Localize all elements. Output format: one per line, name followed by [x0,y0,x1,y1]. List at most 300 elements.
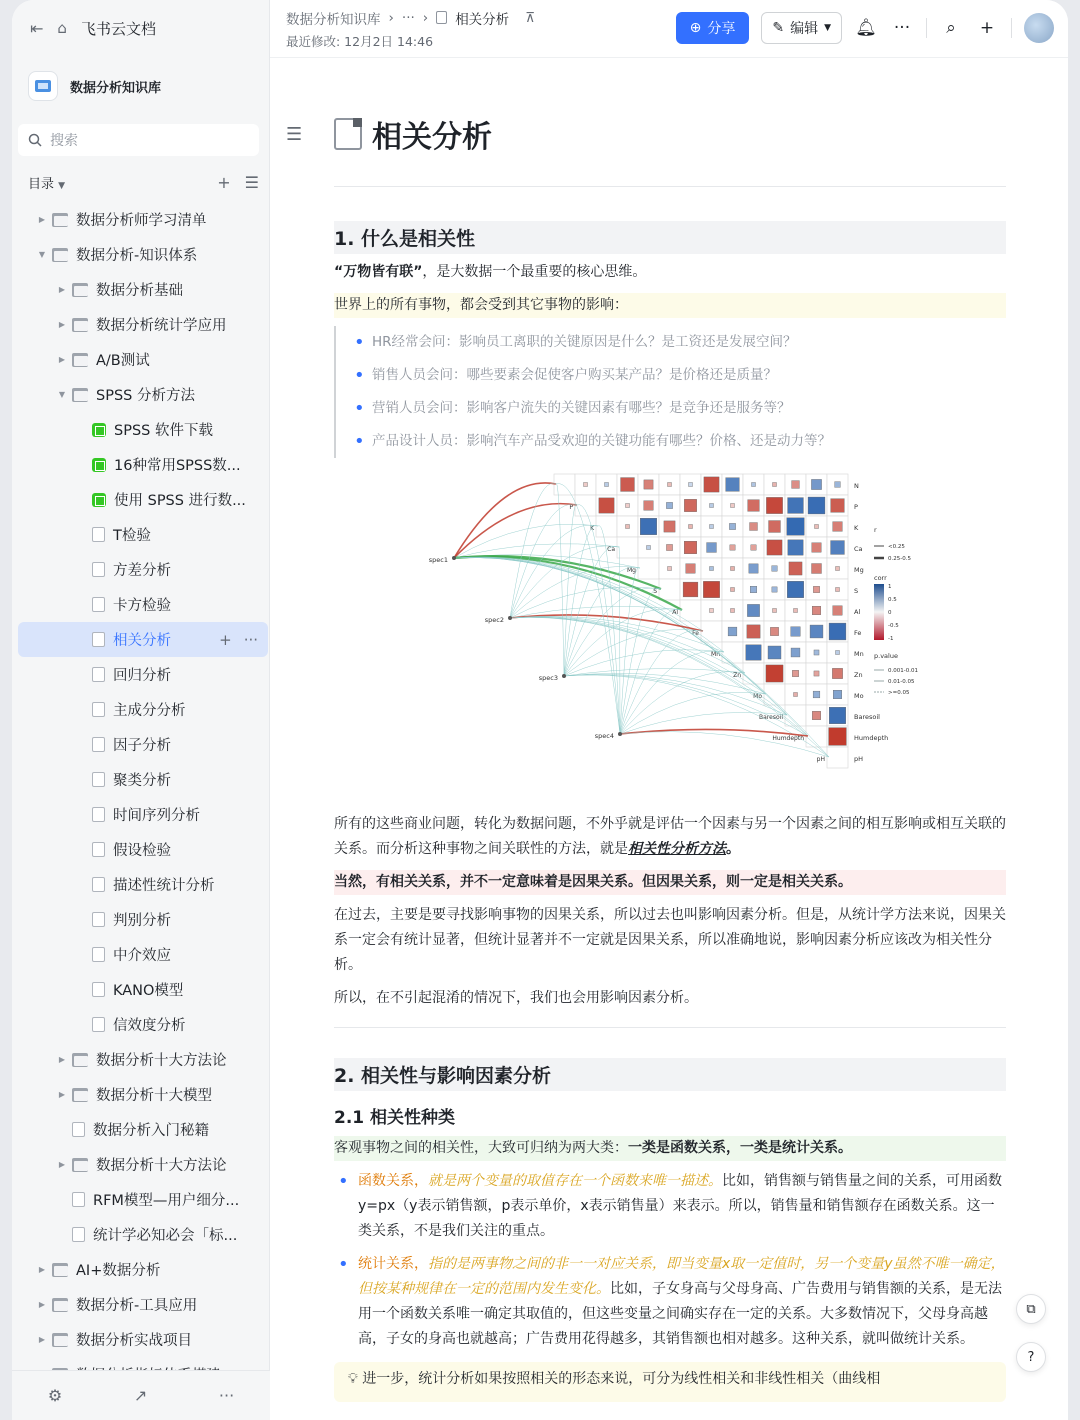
sheet-icon [92,493,106,507]
heatmap-square [626,525,630,529]
heatmap-square [710,504,714,508]
help-button[interactable]: ? [1016,1342,1046,1372]
link-line [564,650,724,676]
heatmap-square [808,497,825,514]
section-heading: 2. 相关性与影响因素分析 [334,1058,1006,1091]
globe-icon: ⊕ [689,20,702,36]
search-input[interactable] [18,124,259,156]
heatmap-square [812,564,822,574]
sidebar-item-label: 数据分析统计学应用 [96,318,227,334]
sidebar-item[interactable] [12,762,270,797]
sidebar-item[interactable] [12,447,270,482]
doc-icon [92,702,105,717]
doc-icon [92,842,105,857]
heatmap-square [766,497,782,513]
diag-label: pH [816,756,825,763]
app-name[interactable]: 飞书云文档 [80,19,156,38]
last-modified: 最近修改: 12月2日 14:46 [286,33,434,49]
heatmap-cell [680,600,701,621]
quote-list [334,326,1006,458]
caret-right-icon[interactable]: ▶ [58,1090,66,1099]
sidebar-item-label: 假设检验 [113,843,171,859]
corr-colorbar [874,584,884,640]
window [12,0,1068,1420]
caret-right-icon[interactable]: ▶ [38,1335,46,1344]
sidebar-item[interactable] [12,972,270,1007]
pin-icon[interactable]: ⊼ [525,9,536,26]
doc-icon [72,1122,85,1137]
caret-right-icon[interactable]: ▶ [58,285,66,294]
sidebar-item[interactable] [12,1217,270,1252]
share-button[interactable]: ⊕ 分享 [676,12,750,44]
row-label: K [854,524,859,532]
heatmap-square [772,566,778,572]
knowledge-base-name: 数据分析知识库 [70,80,162,96]
sidebar-item[interactable] [12,517,270,552]
correlation-figure[interactable] [334,466,1006,806]
sidebar-item-label: 中介效应 [113,948,171,964]
sidebar-item[interactable] [12,1112,270,1147]
sidebar-item-label: 描述性统计分析 [113,878,215,894]
heatmap-cell [827,747,848,768]
doc-icon [92,947,105,962]
paragraph: 当然，有相关关系，并不一定意味着是因果关系。但因果关系，则一定是相关关系。 [334,870,1006,895]
doc-icon [72,1227,85,1242]
heatmap-square [812,543,821,552]
folder-icon [72,388,88,402]
row-label: Fe [854,629,862,637]
folder-icon [72,318,88,332]
sidebar-item-label: RFM模型—用户细分... [93,1193,240,1209]
toc-toggle[interactable]: 目录 ▼ [28,176,66,192]
sidebar-item-label: 数据分析-工具应用 [76,1298,198,1314]
row-label: Baresoil [854,713,880,721]
link-line [510,587,661,618]
link-line [564,588,661,676]
heatmap-square [829,728,847,746]
heatmap-square [683,582,698,597]
row-label: N [854,482,859,490]
breadcrumb-ellipsis[interactable]: ··· [401,9,415,26]
sidebar-item-label: 数据分析基础 [96,283,183,299]
more-icon[interactable]: ··· [893,18,911,38]
heatmap-square [788,498,804,514]
doc-icon [92,527,105,542]
sidebar-item[interactable] [12,587,270,622]
heatmap-square [730,545,735,550]
heatmap-square [710,609,714,613]
doc-icon [92,632,105,647]
heatmap-square [794,609,798,613]
add-icon[interactable]: + [219,630,232,649]
folder-icon [72,1053,88,1067]
sidebar-item-label: 因子分析 [113,738,171,754]
sidebar-item-label: 数据分析十大方法论 [96,1053,227,1069]
doc-icon [92,982,105,997]
knowledge-base-icon [28,71,58,101]
heatmap-square [766,665,783,682]
heatmap-square [791,648,800,657]
sidebar-item-label: 数据分析实战项目 [76,1333,192,1349]
heatmap-square [664,521,675,532]
divider [334,1027,1006,1028]
heatmap-square [747,625,760,638]
outline-icon[interactable]: ☰ [286,124,303,145]
settings-icon[interactable]: ⚙ [47,1386,63,1405]
divider [334,186,1006,187]
sidebar-top [12,0,269,56]
sidebar-item-label: 主成分分析 [113,703,186,719]
heatmap-square [747,604,759,616]
sidebar-item[interactable] [12,1007,270,1042]
sidebar-item[interactable] [12,797,270,832]
sidebar-item[interactable] [12,1287,270,1322]
sidebar-item-label: 卡方检验 [113,598,171,614]
callout-block: 💡︎ 进一步，统计分析如果按照相关的形态来说，可分为线性相关和非线性相关（曲线相 [334,1362,1006,1402]
doc-icon [92,877,105,892]
sidebar-item-label: 数据分析十大模型 [96,1088,212,1104]
heatmap-square [813,691,820,698]
heatmap-square [704,477,719,492]
sidebar-item[interactable] [12,727,270,762]
breadcrumb-current[interactable]: 相关分析 [455,11,510,28]
spec-node [618,732,622,736]
diag-label: Mg [627,567,636,574]
sidebar-item[interactable] [12,377,270,412]
spec-label: spec1 [428,556,448,564]
heatmap-square [689,525,693,529]
heatmap-square [789,562,802,575]
heatmap-square [605,483,609,487]
sidebar-item[interactable] [12,1252,270,1287]
heatmap-square [787,581,803,597]
doc-icon [92,597,105,612]
copy-link-button[interactable]: ⧉ [1016,1294,1046,1324]
heatmap-cell [743,663,764,684]
sidebar-item[interactable] [12,832,270,867]
sidebar-item-label: T检验 [113,528,151,544]
spec-node [562,674,566,678]
heatmap-square [686,564,696,574]
caret-right-icon[interactable]: ▶ [58,1160,66,1169]
doc-icon [92,562,105,577]
heatmap-square [731,609,735,613]
heatmap-square [728,627,737,636]
sidebar-item-label: 数据分析十大方法论 [96,1158,227,1174]
sidebar-item[interactable] [12,1147,270,1182]
diag-label: Mn [711,651,720,658]
doc-icon [72,1192,85,1207]
sidebar-item-label: 回归分析 [113,668,171,684]
sidebar-item-label: 数据分析入门秘籍 [93,1123,209,1139]
sidebar-item-label: 16种常用SPSS数... [114,458,241,474]
subsection-heading: 2.1 相关性种类 [334,1108,456,1128]
diag-label: Zn [733,672,741,679]
diag-label: K [590,525,594,532]
heatmap-square [831,541,845,555]
caret-down-icon[interactable]: ▼ [58,390,66,399]
sidebar-item[interactable] [12,1077,270,1112]
list-item: • 产品设计人员：影响汽车产品受欢迎的关键功能有哪些？价格、还是动力等？ [350,425,1006,458]
caret-right-icon[interactable]: ▶ [38,1265,46,1274]
heatmap-square [792,481,800,489]
legend-title: r [874,526,877,534]
heatmap-square [644,480,653,489]
page-title: 相关分析 [334,112,1006,156]
list-item: • 营销人员会问：影响客户流失的关键因素有哪些？是竞争还是服务等？ [350,392,1006,425]
heatmap-square [829,707,845,723]
sidebar-item-label: AI+数据分析 [76,1263,161,1279]
folder-icon [72,283,88,297]
sidebar-item-label: 聚类分析 [113,773,171,789]
caret-right-icon[interactable]: ▶ [58,320,66,329]
list-settings-icon[interactable]: ☰ [244,172,259,192]
paragraph: 在过去，主要是要寻找影响事物的因果关系，所以过去也叫影响因素分析。但是，从统计学方法来说，因果关系一定会有统计显著，但统计显著并不一定就是因果关系，所以准确地说，影响因素分析应该改为相关性分析。 [334,907,1006,973]
diag-label: Al [672,609,678,616]
heatmap-square [703,581,719,597]
folder-icon [52,248,68,262]
heatmap-square [746,645,761,660]
diag-label: Ca [607,546,615,553]
sidebar-item[interactable] [12,657,270,692]
sidebar-item[interactable] [12,202,270,237]
heatmap-square [770,627,778,635]
heatmap-square [584,483,588,487]
row-label: Humdepth [854,734,889,742]
row-label: Zn [854,671,863,679]
sidebar-item[interactable] [18,622,268,657]
row-label: P [854,503,858,511]
paragraph: 客观事物之间的相关性，大致可归纳为两大类：一类是函数关系，一类是统计关系。 [334,1136,1006,1161]
avatar[interactable] [1024,13,1054,43]
heatmap-square [710,525,714,529]
legend-title: p.value [874,652,898,660]
paragraph: “万物皆有联”，是大数据一个最重要的核心思维。 [334,264,647,280]
heatmap-square [791,627,801,637]
diag-label: S [653,588,657,595]
breadcrumb-root[interactable]: 数据分析知识库 [286,11,381,28]
collapse-sidebar-icon[interactable]: ⇤ [30,18,44,38]
home-icon[interactable]: ⌂ [57,19,67,37]
heatmap-square [666,544,672,550]
more-icon[interactable]: ··· [243,630,258,649]
legend-label: 0.001-0.01 [888,668,918,674]
doc-icon [92,912,105,927]
sidebar-item[interactable] [12,307,270,342]
link-line [620,672,745,734]
folder-icon [52,1333,68,1347]
spec-node [508,616,512,620]
sidebar-item[interactable] [12,482,270,517]
doc-icon [334,118,362,150]
chevron-right-icon: › [388,9,394,26]
heatmap-square [710,567,714,571]
sidebar [12,0,270,1420]
sidebar-item-label: 统计学必知必会「标... [93,1228,238,1244]
heatmap-square [684,499,696,511]
heatmap-square [810,625,823,638]
sidebar-item-label: 判别分析 [113,913,171,929]
sidebar-item-label: 数据分析师学习清单 [76,213,207,229]
heatmap-square [833,522,843,532]
toc-header [12,162,269,202]
legend-tick: 0.5 [888,597,897,603]
heatmap-cell [722,642,743,663]
folder-icon [72,1088,88,1102]
search-icon [28,133,42,147]
heatmap-square [831,499,845,513]
heatmap-square [752,483,756,487]
knowledge-base-header[interactable] [12,56,269,116]
legend-label: <0.25 [888,544,905,550]
spec-label: spec3 [538,674,558,682]
caret-right-icon[interactable]: ▶ [38,215,46,224]
sidebar-item[interactable] [12,1182,270,1217]
heatmap-square [647,546,651,550]
heatmap-cell [638,558,659,579]
heatmap-square [836,567,840,571]
doc-icon [92,772,105,787]
sidebar-item[interactable] [12,867,270,902]
sidebar-item-label: SPSS 分析方法 [96,388,195,404]
breadcrumb [270,8,535,50]
spec-label: spec4 [594,732,614,740]
legend-tick: -0.5 [888,623,899,629]
heatmap-square [626,504,630,508]
section-heading: 1. 什么是相关性 [334,221,1006,254]
caret-right-icon[interactable]: ▶ [38,1300,46,1309]
sidebar-item-label: 使用 SPSS 进行数... [114,493,246,509]
folder-icon [52,1263,68,1277]
correlation-heatmap-image [334,466,1006,806]
legend-label: >=0.05 [888,690,910,696]
doc-icon [92,737,105,752]
doc-icon [436,11,447,24]
heatmap-cell [596,516,617,537]
heatmap-square [833,606,842,615]
sidebar-item[interactable] [12,272,270,307]
heatmap-square [750,586,757,593]
heatmap-square [668,567,672,571]
paragraph: 所以，在不引起混淆的情况下，我们也会用影响因素分析。 [334,990,698,1006]
caret-right-icon[interactable]: ▶ [58,355,66,364]
heatmap-square [689,483,693,487]
list-item: • 统计关系，指的是两事物之间的非一一对应关系，即当变量x取一定值时，另一个变量y虽然不唯一确定，但按某种规律在一定的范围内发生变化。比如，子女身高与父母身高、广告费用与销售额的关系，是无法用一个函数关系唯一确定其取值的，但这些变量之间确实存在一定的关系。大多数情况下，父母身高越高，子女的身高也就越高；广告费用花得越多，其销售额也相对越多。这种关系，就叫做统计关系。 [334,1252,1006,1352]
heatmap-square [751,545,756,550]
list-item: • 销售人员会问：哪些要素会促使客户购买某产品？是价格还是质量？ [350,359,1006,392]
search-icon[interactable]: ⌕ [946,18,956,38]
share-link-icon[interactable]: ↗ [133,1386,148,1405]
heatmap-square [749,564,758,573]
sidebar-item-label: KANO模型 [113,983,184,999]
list-item: • 函数关系，就是两个变量的取值存在一个函数来唯一描述。比如，销售额与销售量之间的关系，可用函数y=px（y表示销售额，p表示单价，x表示销售量）来表示。所以，销售量和销售额存在函数关系。这一类关系，不是我们关注的重点。 [334,1169,1006,1244]
caret-right-icon[interactable]: ▶ [58,1055,66,1064]
heatmap-square [812,606,820,614]
doc-icon [92,1017,105,1032]
heatmap-square [750,523,758,531]
heatmap-square [773,609,777,613]
sidebar-footer [12,1370,270,1420]
folder-icon [72,353,88,367]
edit-mode-button[interactable]: ✎ 编辑 ▼ [761,12,842,44]
legend-label: 0.25-0.5 [888,556,911,562]
sidebar-item[interactable] [12,937,270,972]
heatmap-square [644,501,654,511]
chevron-down-icon: ▼ [824,23,831,33]
sidebar-item[interactable] [12,1042,270,1077]
sidebar-item[interactable] [12,902,270,937]
heatmap-square [772,587,777,592]
diag-label: Baresoil [759,714,783,721]
heatmap-square [729,523,735,529]
pencil-icon: ✎ [772,20,785,36]
heatmap-square [836,651,840,655]
heatmap-square [707,543,717,553]
caret-down-icon[interactable]: ▼ [38,250,46,259]
link-line [556,484,564,676]
diag-label: Humdepth [772,735,804,742]
sidebar-item-label: 相关分析 [113,633,171,649]
sidebar-item[interactable] [12,552,270,587]
sidebar-item[interactable] [12,692,270,727]
row-label: Mn [854,650,864,658]
sheet-icon [92,423,106,437]
row-label: S [854,587,859,595]
heatmap-square [666,502,672,508]
heatmap-square [731,567,735,571]
heatmap-square [668,483,672,487]
heatmap-square [726,478,740,492]
heatmap-square [748,500,760,512]
sidebar-item[interactable] [12,237,270,272]
legend-tick: 1 [888,584,892,590]
diag-label: Fe [692,630,699,637]
bell-icon[interactable]: 🔔︎ [855,18,877,38]
add-icon[interactable]: + [217,172,231,192]
row-label: Ca [854,545,863,553]
heatmap-square [768,646,781,659]
sidebar-item[interactable] [12,412,270,447]
folder-icon [52,213,68,227]
lightbulb-icon: 💡︎ [348,1371,358,1387]
heatmap-square [794,693,798,697]
top-bar [270,0,1068,58]
heatmap-square [684,541,696,553]
folder-icon [52,1298,68,1312]
heatmap-cell [701,621,722,642]
heatmap-square [731,504,735,508]
heatmap-square [621,478,635,492]
heatmap-square [811,479,821,489]
sidebar-item[interactable] [12,1322,270,1357]
heatmap-square [769,521,781,533]
heatmap-square [814,671,819,676]
paragraph: 世界上的所有事物，都会受到其它事物的影响： [334,293,1006,318]
heatmap-cell [659,579,680,600]
heatmap-cell [575,495,596,516]
heatmap-square [832,668,842,678]
heatmap-square [731,588,735,592]
heatmap-square [829,623,846,640]
spec-label: spec2 [484,616,504,624]
more-icon[interactable]: ··· [218,1386,235,1405]
heatmap-square [813,586,819,592]
heatmap-square [788,540,803,555]
heatmap-square [835,482,841,488]
add-icon[interactable]: + [979,18,995,38]
sidebar-item[interactable] [12,342,270,377]
row-label: Mg [854,566,864,574]
